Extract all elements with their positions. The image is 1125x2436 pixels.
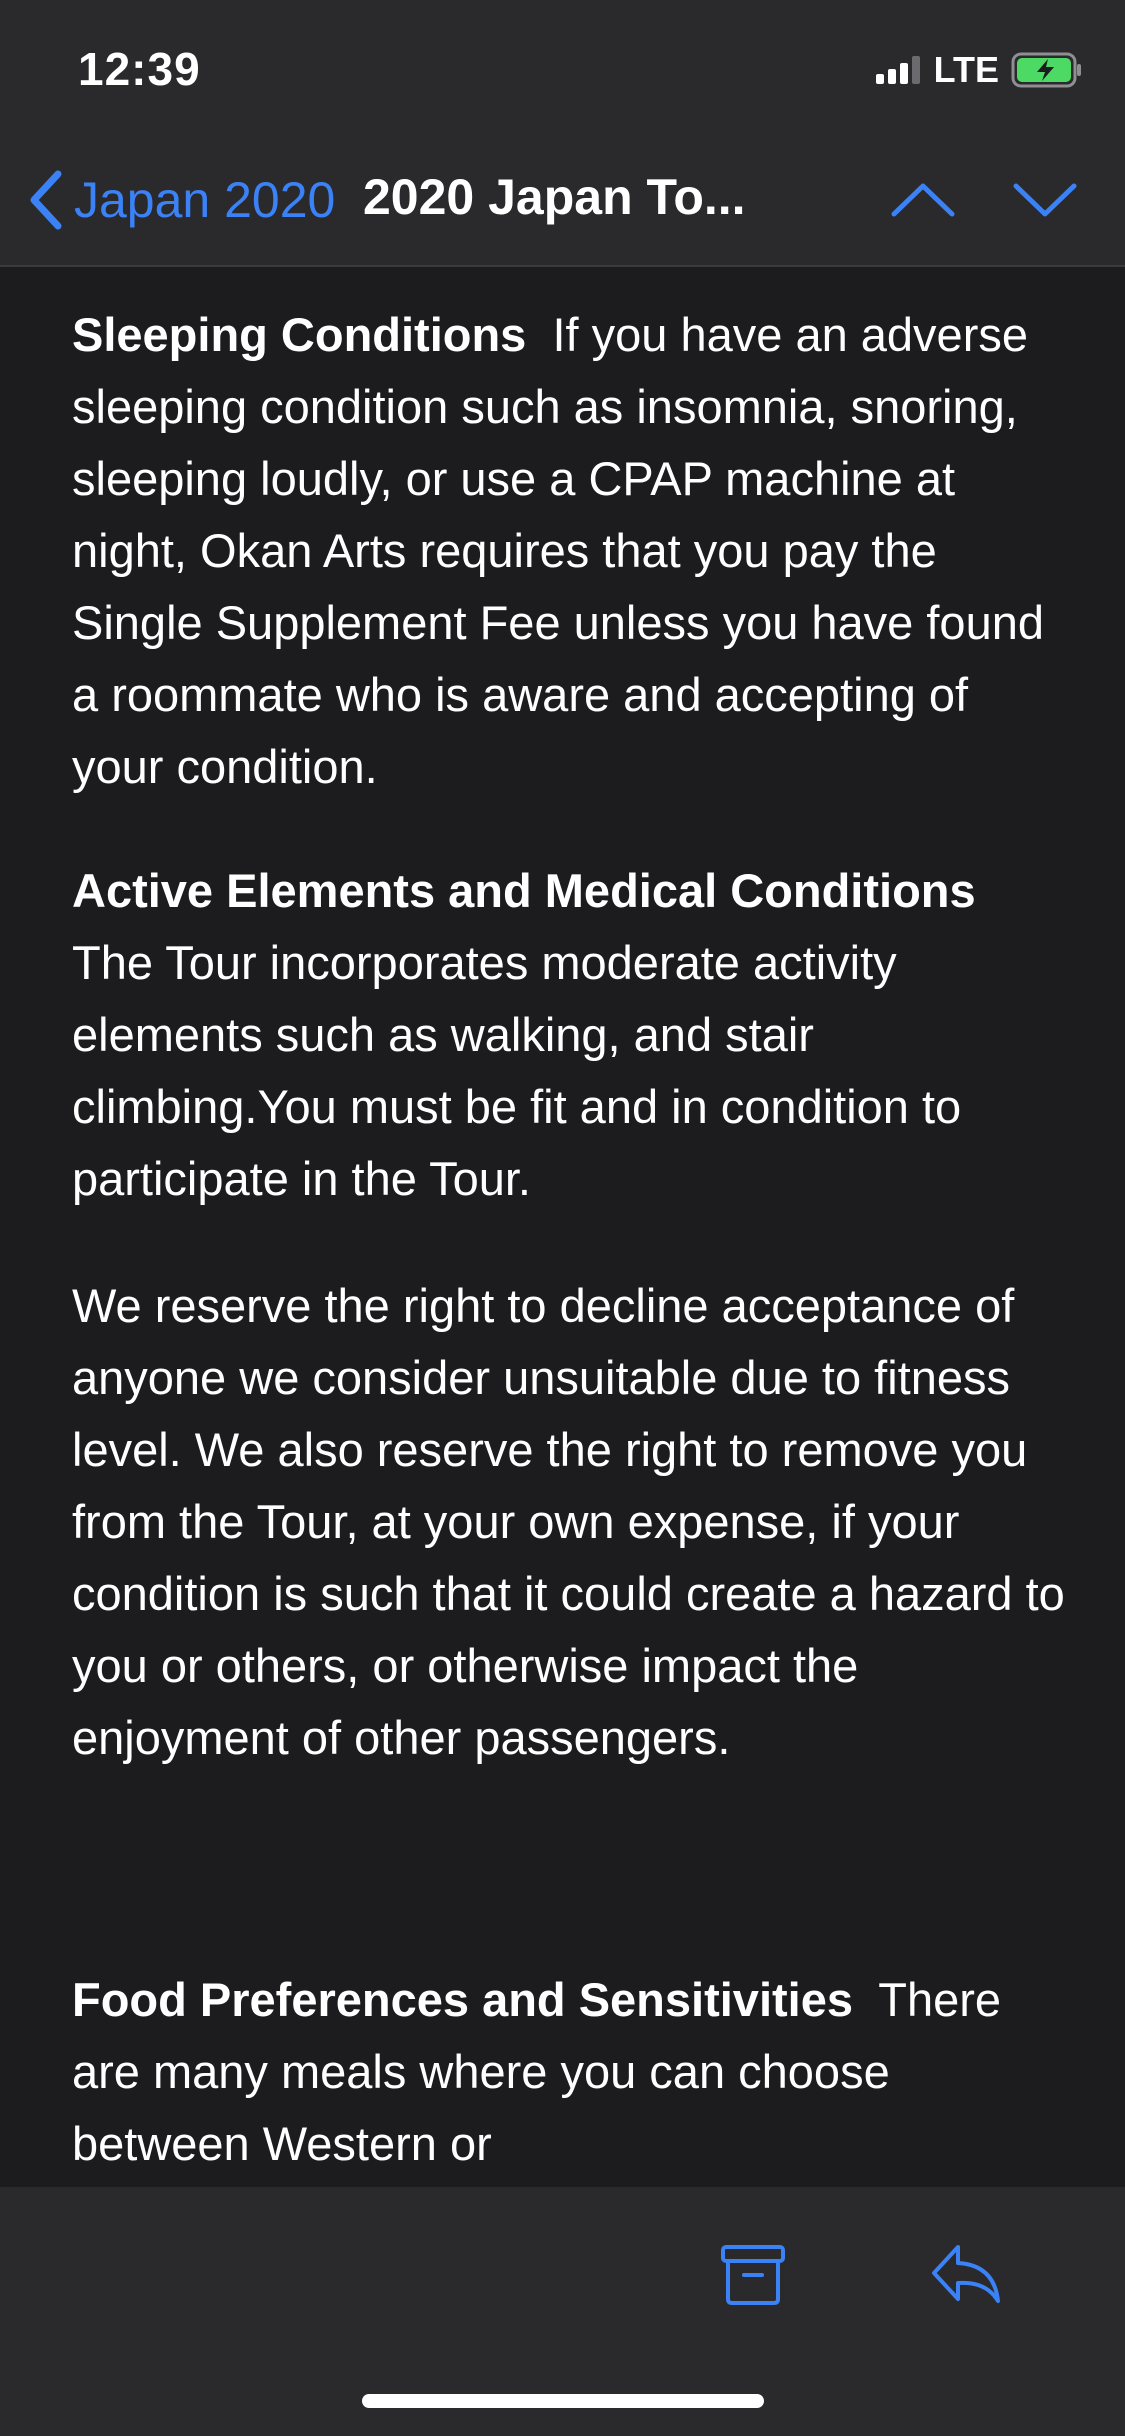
status-indicators — [876, 48, 1083, 92]
archive-icon[interactable] — [718, 2239, 788, 2309]
paragraph-heading: Active Elements and Medical Conditions — [72, 864, 976, 917]
chevron-down-icon[interactable] — [1010, 170, 1080, 230]
paragraph-text: If you have an adverse sleeping condition such as insomnia, snoring, sleeping loudly, or use a CPAP machine at night, Okan Arts requires that you pay the Single Supplement Fee unless you have found a roommate who is aware and accepting of your condition. — [72, 308, 1044, 793]
battery-charging-icon — [1011, 52, 1083, 88]
back-button[interactable] — [24, 168, 335, 232]
reply-icon[interactable] — [928, 2239, 1004, 2309]
message-paragraph — [72, 1270, 1072, 1774]
paragraph-heading: Food Preferences and Sensitivities — [72, 1973, 853, 2026]
message-paragraph — [72, 299, 1072, 803]
home-indicator[interactable] — [362, 2394, 764, 2408]
paragraph-text: We reserve the right to decline acceptance of anyone we consider unsuitable due to fitness level. We also reserve the right to remove you from the Tour, at your own expense, if your condition is such that it could create a hazard to you or others, or otherwise impact the enjoyment of other passengers. — [72, 1279, 1065, 1764]
message-paragraph — [72, 1964, 1072, 2180]
message-paragraph — [72, 855, 1072, 1215]
status-time: 12:39 — [78, 43, 201, 95]
network-type: LTE — [933, 49, 999, 90]
back-button-label: Japan 2020 — [74, 172, 336, 228]
paragraph-text: There are many meals where you can choose between Western or — [72, 1973, 1002, 2170]
paragraph-heading: Sleeping Conditions — [72, 308, 527, 361]
message-subject-title: 2020 Japan To... — [363, 169, 746, 225]
chevron-up-icon[interactable] — [888, 170, 958, 230]
top-bar — [0, 0, 1125, 267]
chevron-left-icon — [24, 168, 68, 232]
signal-icon — [876, 56, 924, 84]
paragraph-text: The Tour incorporates moderate activity elements such as walking, and stair climbing.You must be fit and in condition to participate in the Tour. — [72, 936, 962, 1205]
message-body[interactable] — [0, 267, 1125, 2187]
